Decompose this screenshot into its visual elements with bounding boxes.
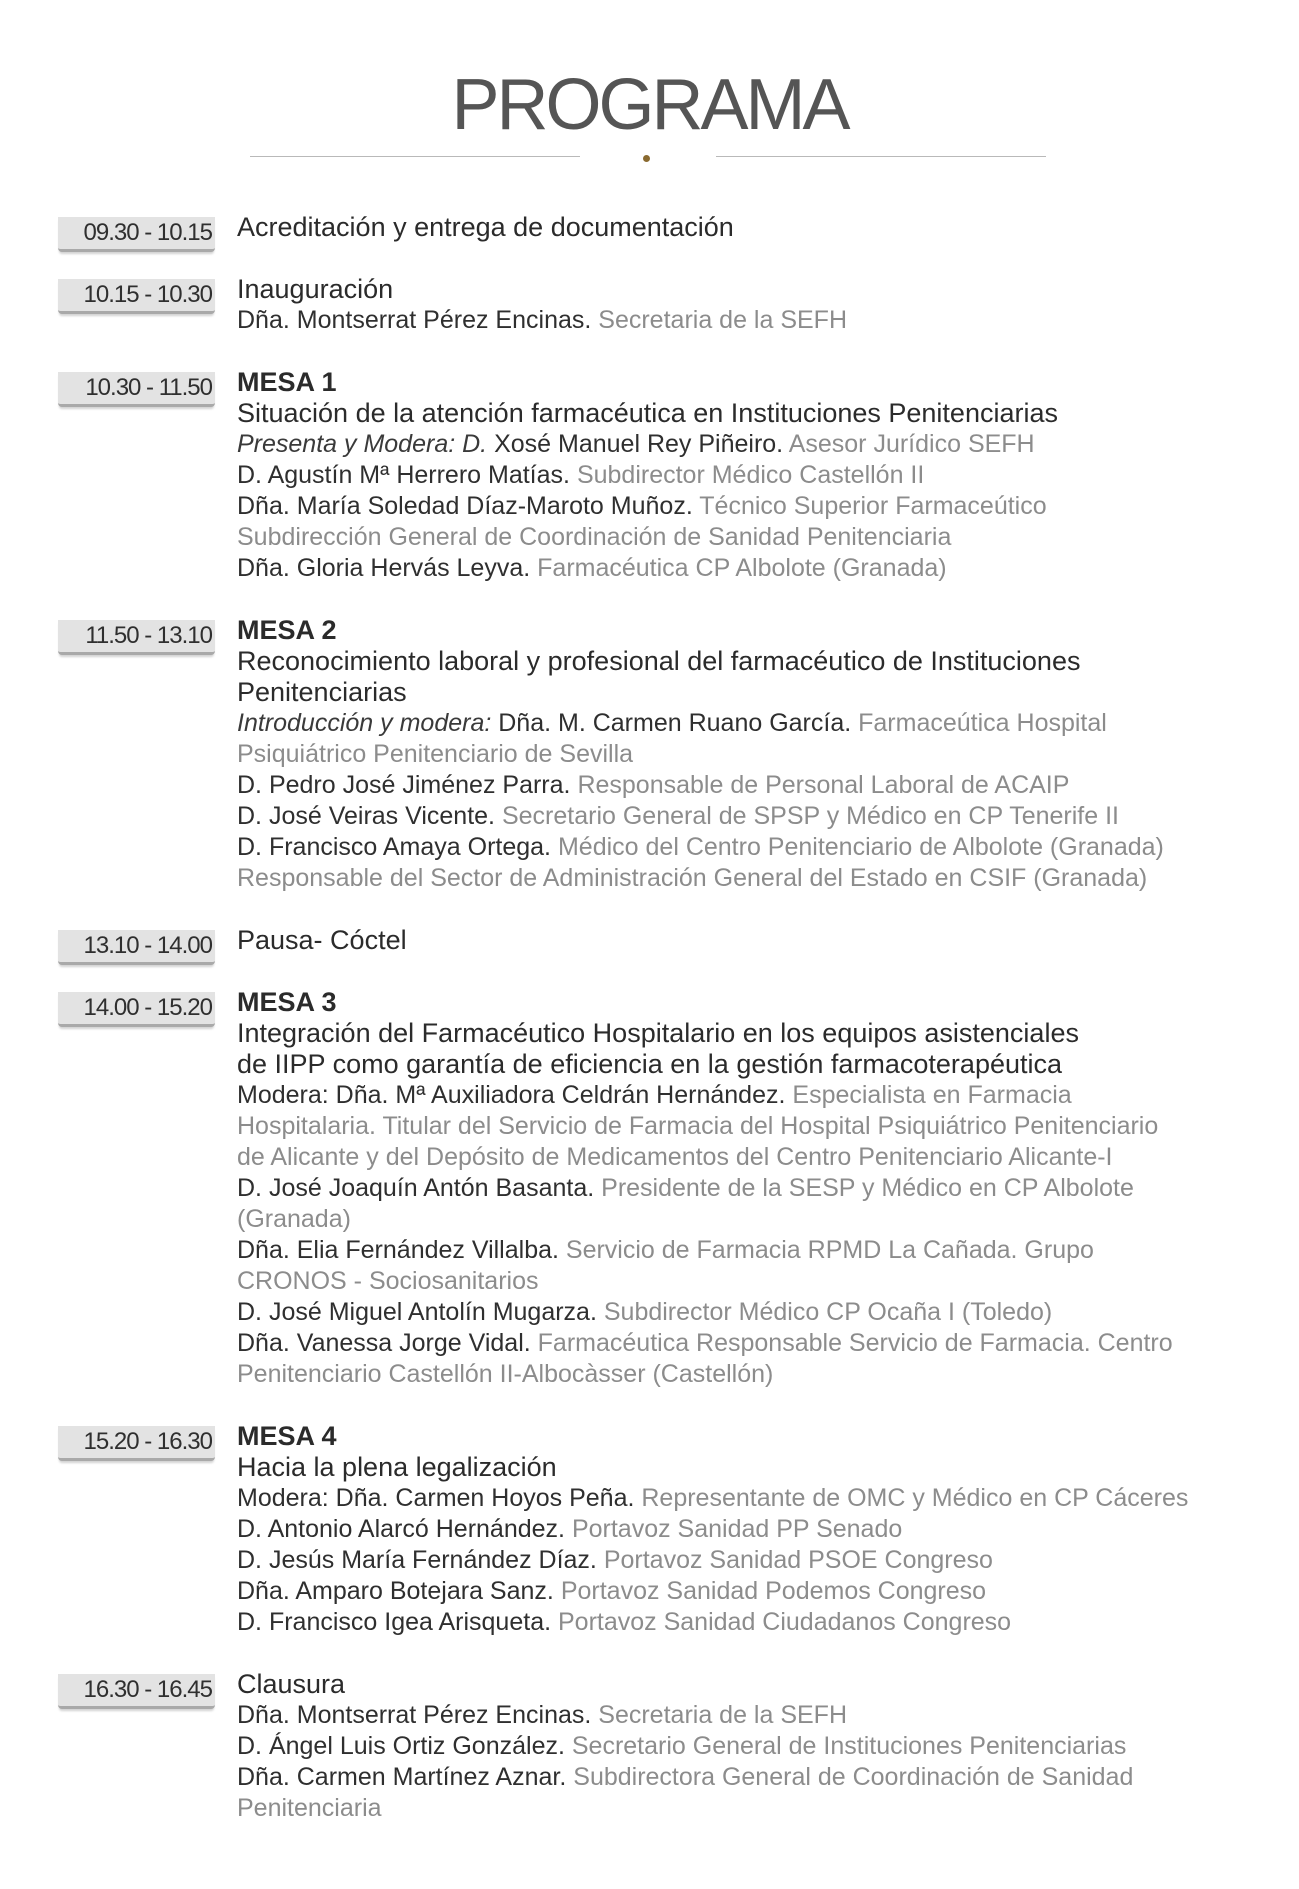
session-time: 15.20 - 16.30	[83, 1428, 212, 1455]
session-time: 16.30 - 16.45	[83, 1676, 212, 1703]
participant-name: Modera: Dña. Carmen Hoyos Peña.	[237, 1484, 635, 1512]
participant-role: Penitenciario Castellón II-Albocàsser (Castellón)	[237, 1360, 774, 1388]
participant-name: D. Ángel Luis Ortiz González.	[237, 1732, 565, 1760]
participant-role: Portavoz Sanidad PSOE Congreso	[603, 1546, 993, 1574]
participant-name: Dña. Elia Fernández Villalba.	[237, 1236, 559, 1264]
participant-name: Dña. Gloria Hervás Leyva.	[237, 554, 531, 582]
session-time: 14.00 - 15.20	[83, 994, 212, 1021]
participant-name: Dña. Vanessa Jorge Vidal.	[237, 1329, 531, 1357]
time-tab	[58, 1426, 215, 1461]
participant-name: D. José Veiras Vicente.	[237, 802, 496, 830]
time-tab	[58, 279, 215, 314]
participant-name: D. Francisco Igea Arisqueta.	[237, 1608, 552, 1636]
time-tab	[58, 620, 215, 655]
participant-role: CRONOS - Sociosanitarios	[237, 1267, 539, 1295]
participant-line	[237, 460, 1299, 491]
participant-line	[237, 553, 1299, 584]
mesa-label: MESA 1	[237, 367, 337, 397]
participant-role: de Alicante y del Depósito de Medicamentos del Centro Penitenciario Alicante-I	[237, 1143, 1113, 1171]
participant-name: Dña. Amparo Botejara Sanz.	[237, 1577, 554, 1605]
participant-role: Portavoz Sanidad Ciudadanos Congreso	[558, 1608, 1012, 1636]
schedule-session	[0, 1669, 1299, 1824]
participant-line	[237, 1111, 1299, 1142]
participant-name: Dña. Montserrat Pérez Encinas.	[237, 1701, 592, 1729]
participant-role: Servicio de Farmacia RPMD La Cañada. Grupo	[565, 1236, 1094, 1264]
session-time: 09.30 - 10.15	[83, 219, 212, 246]
session-time: 10.15 - 10.30	[83, 281, 212, 308]
time-tab	[58, 1674, 215, 1709]
participant-name: Modera: Dña. Mª Auxiliadora Celdrán Hernández.	[237, 1081, 786, 1109]
participant-role: Penitenciaria	[237, 1794, 382, 1822]
time-tab	[58, 372, 215, 407]
participant-line	[237, 832, 1299, 863]
participant-role: Farmacéutica CP Albolote (Granada)	[537, 554, 947, 582]
participant-line	[237, 1359, 1299, 1390]
schedule-session	[0, 274, 1299, 336]
session-heading: Acreditación y entrega de documentación	[237, 212, 734, 242]
participant-name: D. José Joaquín Antón Basanta.	[237, 1174, 595, 1202]
session-heading: Inauguración	[237, 274, 394, 304]
participant-role: Especialista en Farmacia	[792, 1081, 1072, 1109]
time-tab	[58, 930, 215, 965]
participant-role: Portavoz Sanidad PP Senado	[571, 1515, 903, 1543]
participant-role: Presidente de la SESP y Médico en CP Albolote	[601, 1174, 1134, 1202]
participant-name: D. Francisco Amaya Ortega.	[237, 833, 552, 861]
participant-line	[237, 305, 1299, 336]
participant-name: Dña. M. Carmen Ruano García.	[498, 709, 852, 737]
participant-name: D. José Miguel Antolín Mugarza.	[237, 1298, 597, 1326]
participant-line	[237, 1266, 1299, 1297]
participant-role: Técnico Superior Farmaceútico	[699, 492, 1047, 520]
participant-name: D. Antonio Alarcó Hernández.	[237, 1515, 565, 1543]
participant-line	[237, 1607, 1299, 1638]
header	[0, 62, 1299, 148]
participant-name: Dña. Montserrat Pérez Encinas.	[237, 306, 592, 334]
participant-role: Subdirector Médico Castellón II	[576, 461, 925, 489]
participant-line	[237, 1173, 1299, 1204]
participant-line	[237, 739, 1299, 770]
participant-line	[237, 1483, 1299, 1514]
participant-line	[237, 1080, 1299, 1111]
participant-role: Subdirectora General de Coordinación de Sanidad	[573, 1763, 1134, 1791]
session-time: 10.30 - 11.50	[85, 374, 212, 401]
participant-line	[237, 708, 1299, 739]
session-heading: de IIPP como garantía de eficiencia en la gestión farmacoterapéutica	[237, 1049, 1063, 1079]
participant-name: Dña. Carmen Martínez Aznar.	[237, 1763, 567, 1791]
mesa-label: MESA 4	[237, 1421, 337, 1451]
participant-name: Dña. María Soledad Díaz-Maroto Muñoz.	[237, 492, 693, 520]
participant-role: Psiquiátrico Penitenciario de Sevilla	[237, 740, 634, 768]
page-title: PROGRAMA	[451, 65, 848, 145]
participant-line	[237, 491, 1299, 522]
title-divider-left	[250, 156, 580, 157]
participant-line	[237, 801, 1299, 832]
participant-name: D. Jesús María Fernández Díaz.	[237, 1546, 597, 1574]
session-heading: Penitenciarias	[237, 677, 407, 707]
participant-line	[237, 863, 1299, 894]
participant-role: Portavoz Sanidad Podemos Congreso	[560, 1577, 987, 1605]
session-heading: Integración del Farmacéutico Hospitalario en los equipos asistenciales	[237, 1018, 1079, 1048]
moderator-intro: Introducción y modera:	[237, 709, 492, 737]
participant-role: Responsable de Personal Laboral de ACAIP	[577, 771, 1070, 799]
schedule-session	[0, 212, 1299, 246]
session-heading: Pausa- Cóctel	[237, 925, 407, 955]
time-tab	[58, 992, 215, 1027]
participant-name: Xosé Manuel Rey Piñeiro.	[494, 430, 784, 458]
participant-line	[237, 522, 1299, 553]
schedule-session	[0, 1421, 1299, 1638]
session-time: 13.10 - 14.00	[83, 932, 212, 959]
mesa-label: MESA 3	[237, 987, 337, 1017]
participant-line	[237, 1576, 1299, 1607]
participant-line	[237, 1545, 1299, 1576]
session-time: 11.50 - 13.10	[85, 622, 212, 649]
participant-role: Hospitalaria. Titular del Servicio de Farmacia del Hospital Psiquiátrico Penitenciario	[237, 1112, 1159, 1140]
participant-role: Subdirección General de Coordinación de Sanidad Penitenciaria	[237, 523, 952, 551]
time-tab	[58, 217, 215, 252]
schedule-list	[0, 212, 1299, 1855]
participant-name: D. Agustín Mª Herrero Matías.	[237, 461, 570, 489]
divider-dot	[643, 155, 650, 162]
schedule-session	[0, 987, 1299, 1390]
schedule-session	[0, 925, 1299, 959]
participant-role: Médico del Centro Penitenciario de Albolote (Granada)	[557, 833, 1164, 861]
participant-role: Subdirector Médico CP Ocaña I (Toledo)	[603, 1298, 1053, 1326]
session-heading: Situación de la atención farmacéutica en Instituciones Penitenciarias	[237, 398, 1058, 428]
participant-role: Secretaria de la SEFH	[598, 306, 847, 334]
participant-role: Farmaceútica Hospital	[858, 709, 1107, 737]
participant-role: Asesor Jurídico SEFH	[788, 430, 1035, 458]
title-divider-right	[716, 156, 1046, 157]
moderator-intro: Presenta y Modera: D.	[237, 430, 488, 458]
participant-name: D. Pedro José Jiménez Parra.	[237, 771, 571, 799]
participant-line	[237, 1235, 1299, 1266]
participant-role: Secretario General de SPSP y Médico en CP Tenerife II	[501, 802, 1119, 830]
participant-role: Secretaria de la SEFH	[598, 1701, 847, 1729]
session-heading: Clausura	[237, 1669, 346, 1699]
participant-role: Farmacéutica Responsable Servicio de Farmacia. Centro	[537, 1329, 1173, 1357]
participant-line	[237, 1204, 1299, 1235]
participant-role: Responsable del Sector de Administración General del Estado en CSIF (Granada)	[237, 864, 1148, 892]
participant-line	[237, 1700, 1299, 1731]
schedule-session	[0, 367, 1299, 584]
participant-role: (Granada)	[237, 1205, 351, 1233]
participant-line	[237, 1731, 1299, 1762]
session-heading: Reconocimiento laboral y profesional del farmacéutico de Instituciones	[237, 646, 1081, 676]
participant-role: Representante de OMC y Médico en CP Cáceres	[641, 1484, 1189, 1512]
participant-role: Secretario General de Instituciones Penitenciarias	[571, 1732, 1127, 1760]
participant-line	[237, 770, 1299, 801]
participant-line	[237, 1328, 1299, 1359]
participant-line	[237, 1142, 1299, 1173]
participant-line	[237, 1514, 1299, 1545]
schedule-session	[0, 615, 1299, 894]
participant-line	[237, 1297, 1299, 1328]
mesa-label: MESA 2	[237, 615, 337, 645]
participant-line	[237, 429, 1299, 460]
session-heading: Hacia la plena legalización	[237, 1452, 557, 1482]
participant-line	[237, 1793, 1299, 1824]
participant-line	[237, 1762, 1299, 1793]
